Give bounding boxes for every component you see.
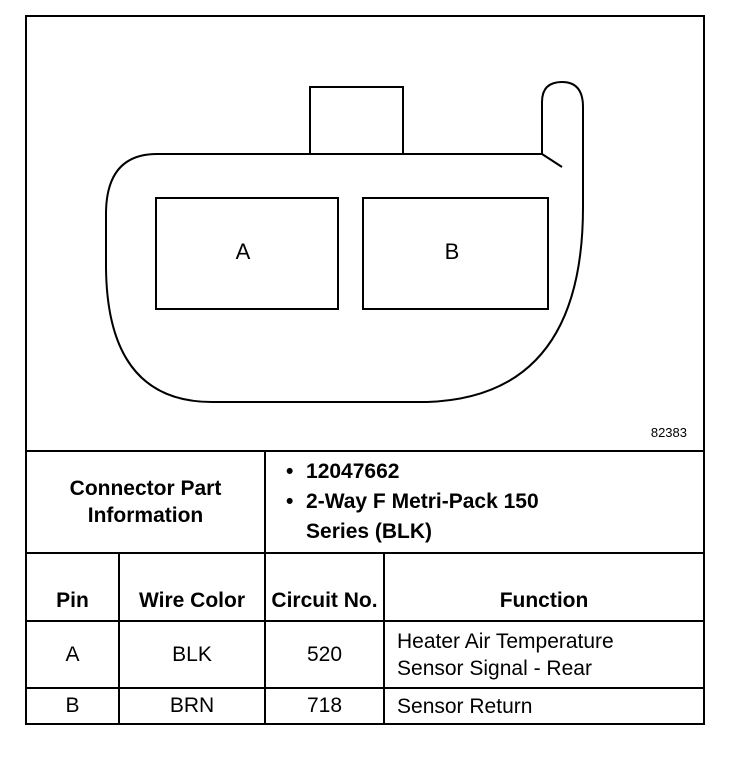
cavity-a-label: A [235,239,251,264]
header-circuit-no: Circuit No. [265,553,384,621]
table-row [27,621,703,688]
header-pin: Pin [27,553,119,621]
connector-table [27,450,703,725]
row-circuit-no: 520 [265,621,384,688]
row-pin: B [27,688,119,724]
figure-id: 82383 [650,425,687,440]
connector-info-label-text: Connector Part Information [69,477,222,527]
connector-info-row [27,451,703,553]
connector-info-label [27,451,265,553]
row-pin: A [27,621,119,688]
row-function [384,621,703,688]
header-wire-color: Wire Color [119,553,265,621]
row-wire-color: BRN [119,688,265,724]
connector-body [106,82,583,402]
table-row [27,688,703,724]
cavity-b-label: B [444,239,460,264]
connector-diagram [27,17,703,450]
row-function-text: Heater Air Temperature Sensor Signal - Rear [397,629,614,680]
connector-type: • 2-Way F Metri-Pack 150 Series (BLK) [306,487,546,547]
row-wire-color: BLK [119,621,265,688]
locking-tab [310,87,403,154]
connector-frame [25,15,705,725]
part-number: • 12047662 [306,457,703,487]
connector-drawing [27,17,703,450]
header-function: Function [384,553,703,621]
row-function: Sensor Return [384,688,703,724]
row-circuit-no: 718 [265,688,384,724]
connector-info-list [265,451,703,553]
table-header-row [27,553,703,621]
latch-line [542,154,562,167]
